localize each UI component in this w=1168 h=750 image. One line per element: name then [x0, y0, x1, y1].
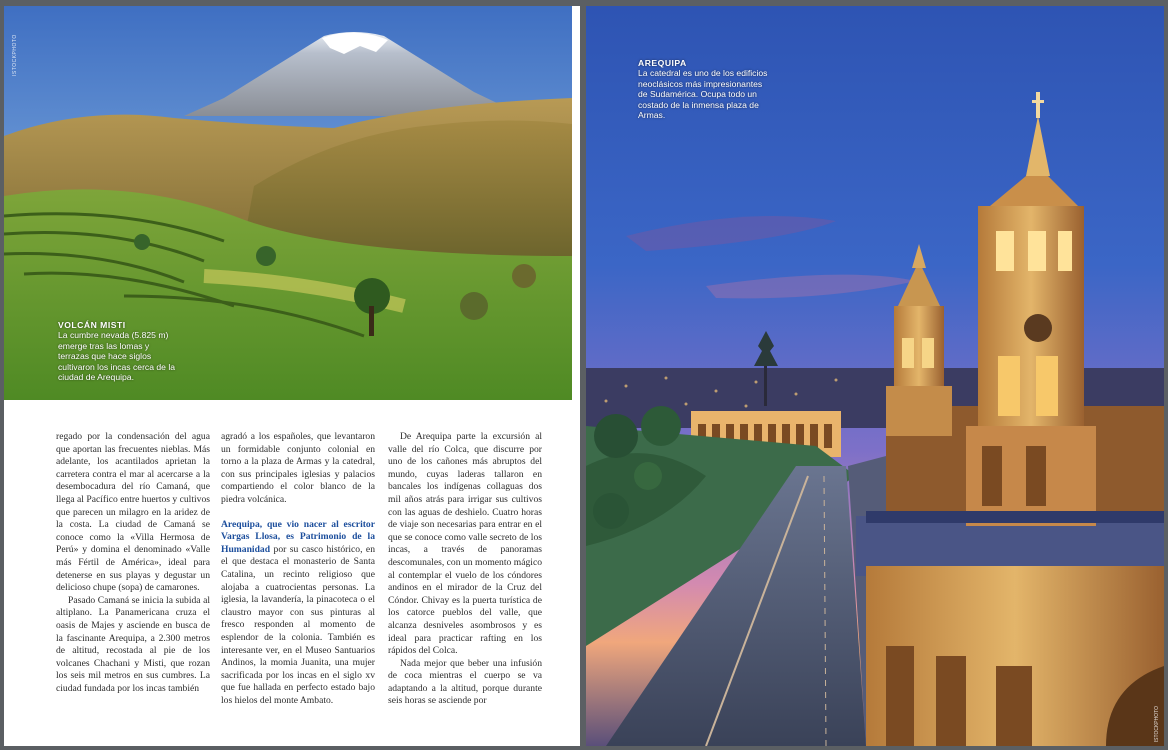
caption-text: La catedral es uno de los edificios neoclásicos más impresionantes de Sudamérica. Ocupa todo un costado de la inmensa plaza de Armas.: [638, 68, 768, 121]
text-column-2: [221, 431, 375, 707]
photo-credit: ISTOCKPHOTO: [12, 34, 18, 76]
paragraph: Pasado Camaná se inicia la subida al altiplano. La Panamericana cruza el oasis de Majes y asciende en busca de la fascinante Arequipa, a 2.300 metros de altitud, recostada al pie de los volcanes Chachani y Misti, que rozan los seis mil metros en sus cumbres. La ciudad fundada por los incas también: [56, 594, 210, 694]
article-body: [56, 431, 540, 746]
left-page: [4, 6, 580, 746]
text-column-1: [56, 431, 210, 695]
photo-credit: ISTOCKPHOTO: [1154, 706, 1160, 743]
paragraph: De Arequipa parte la excursión al valle del río Colca, que discurre por uno de los cañones más abruptos del mundo, cuyas laderas tallaron en bancales los indígenas collaguas dos mil años atrás para irrigar sus cultivos con las aguas de deshielo. Cuatro horas de viaje son necesarias para entrar en el que se conoce como valle secreto de los incas, a través de panoramas descomunales, con un momento mágico al contemplar el vuelo de los cóndores andinos en el mirador de la Cruz del Cóndor. Chivay es la puerta turística de los catorce pueblos del valle, que alcanza desniveles asombrosos y es ideal para practicar rafting en los rápidos del Colca.: [388, 431, 542, 657]
caption-text: La cumbre nevada (5.825 m) emerge tras las lomas y terrazas que hace siglos cultivaron los incas cerca de la ciudad de Arequipa.: [58, 330, 176, 383]
caption-title: AREQUIPA: [638, 58, 687, 68]
highlighted-phrase: Arequipa, que vio nacer al escritor Vargas Llosa, es Patrimonio de la Humanidad: [221, 518, 375, 555]
paragraph: Nada mejor que beber una infusión de coca mientras el cuerpo se va adaptando a la altitud, porque durante seis horas se asciende por: [388, 657, 542, 707]
cathedral-caption: [638, 58, 768, 120]
text-column-3: [388, 431, 542, 708]
paragraph-with-highlight: [221, 519, 375, 708]
caption-title: VOLCÁN MISTI: [58, 320, 126, 330]
right-page: [586, 6, 1164, 746]
paragraph: agradó a los españoles, que levantaron un formidable conjunto colonial en torno a la plaza de Armas y la catedral, con sus principales iglesias y palacios compartiendo el color blanco de la piedra volcánica.: [221, 431, 375, 505]
volcano-caption: [58, 320, 178, 382]
paragraph-text: por su casco histórico, en el que destaca el monasterio de Santa Catalina, un recinto religioso que alojaba a cuatrocientas personas. La iglesia, la lavandería, la pinacoteca o el claustro mayor con sus pinturas al fresco responden al momento de esplendor de la colonia. También es interesante ver, en el Museo Santuarios Andinos, la momia Juanita, una mujer sacrificada por los incas en el siglo xv que fue hallada en perfecto estado bajo los hielos del monte Ambato.: [221, 543, 375, 706]
paragraph: regado por la condensación del agua que aportan las frecuentes nieblas. Más adelante, los acantilados aprietan la carretera contra el mar al acercarse a la desembocadura del río Camaná, que llega al Pacífico entre huertos y cultivos que parecen un milagro en la aridez de la costa. La ciudad de Camaná se conoce como la «Villa Hermosa de Perú» y domina el denominado «Valle más Fértil de América», ideal para detenerse en sus playas y degustar un delicioso chupe (sopa) de camarones.: [56, 431, 210, 594]
